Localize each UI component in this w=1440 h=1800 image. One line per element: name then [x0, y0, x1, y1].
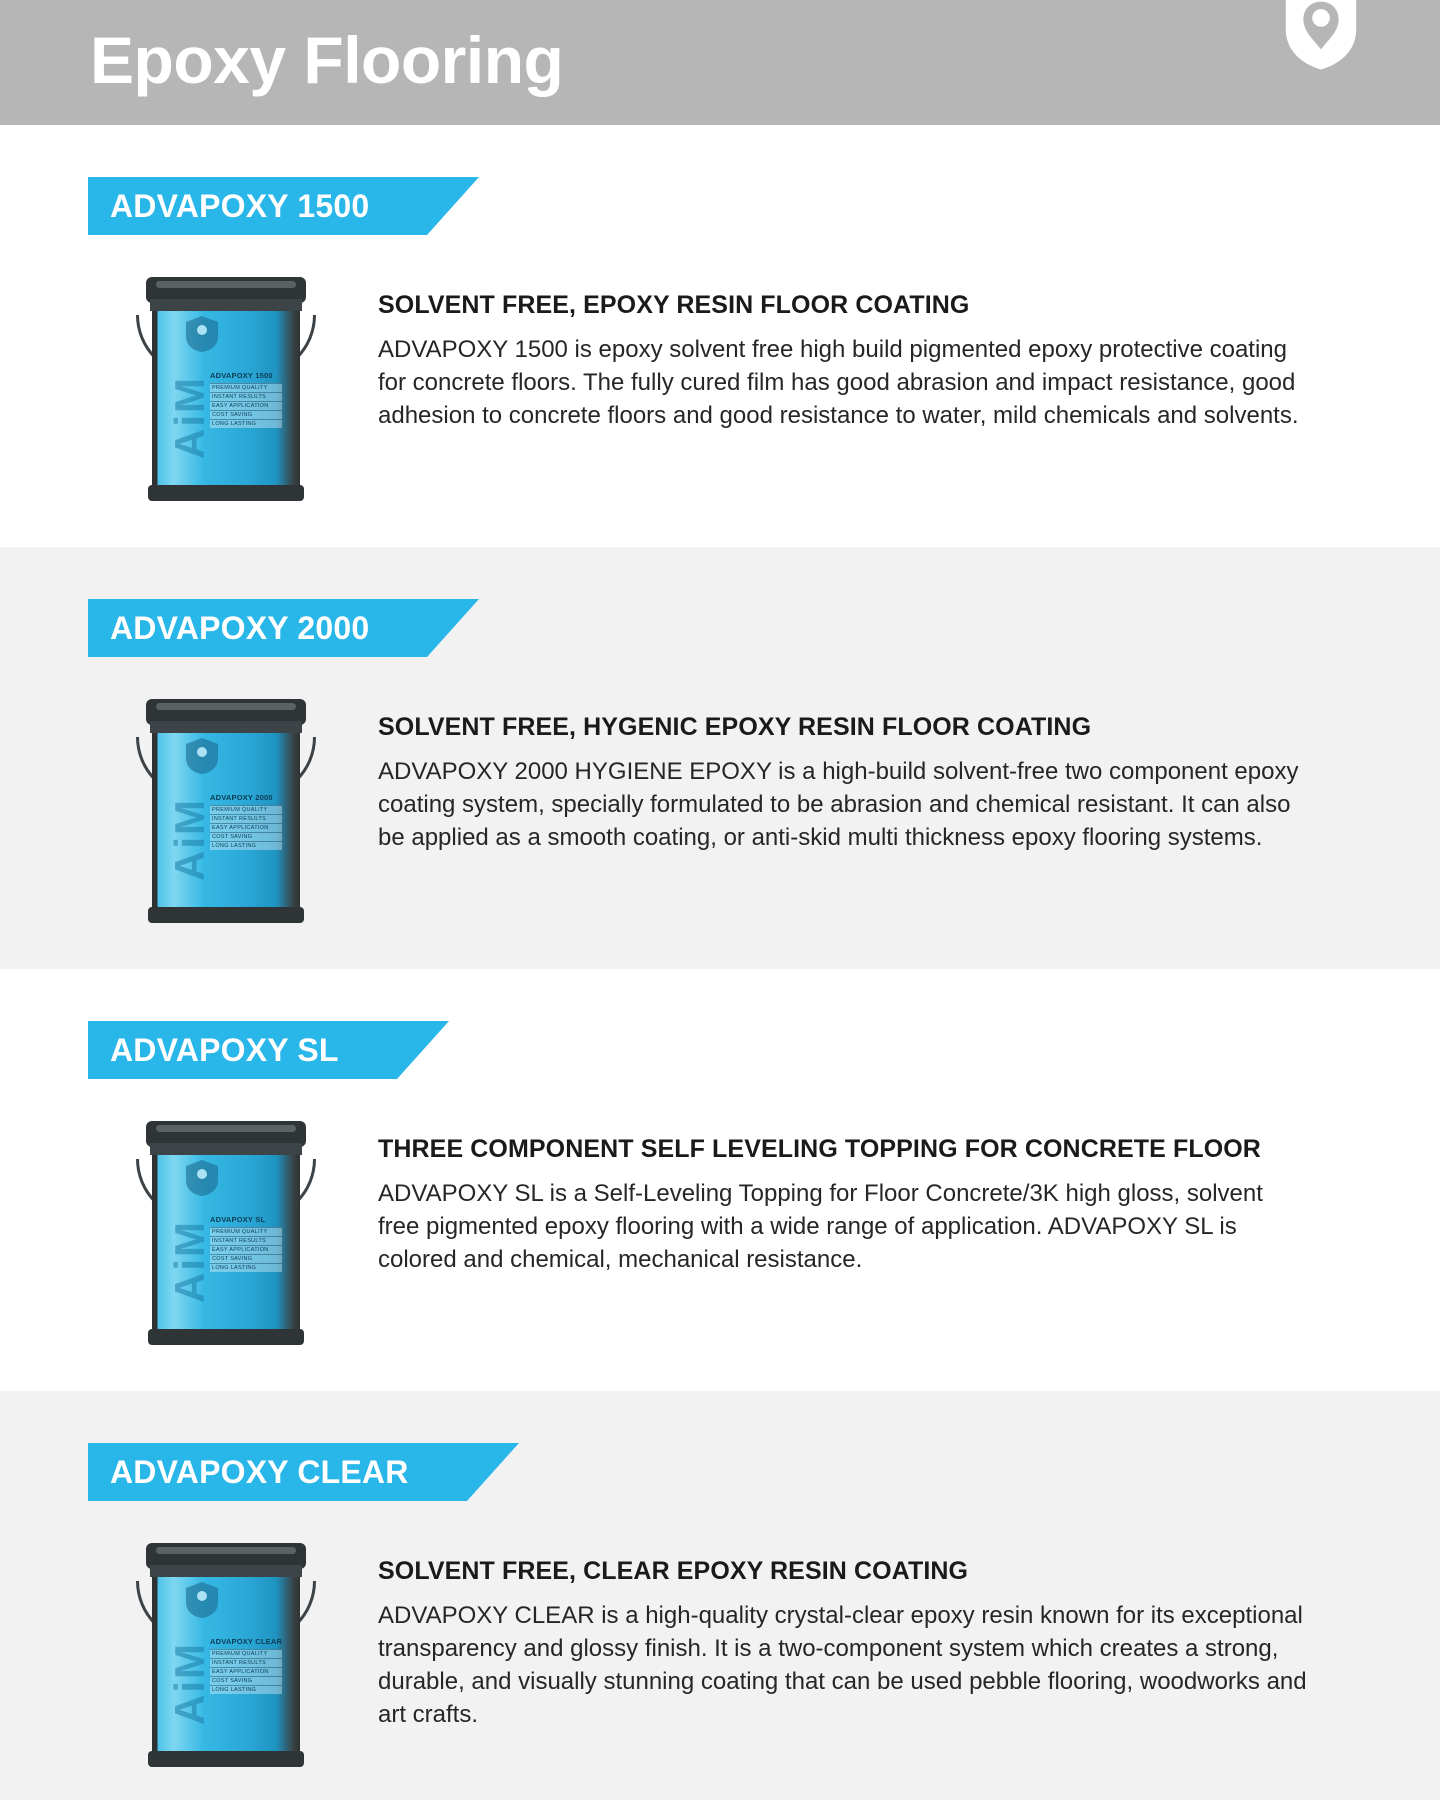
bucket-label-block	[210, 371, 282, 428]
product-row	[0, 235, 1440, 547]
tag-wrap	[0, 125, 1440, 235]
product-description: ADVAPOXY 2000 HYGIENE EPOXY is a high-build solvent-free two component epoxy coating system, specially formulated to be abrasion and chemical resistant. It can also be applied as a smooth coating, or anti-skid multi thickness epoxy flooring systems.	[378, 758, 1299, 852]
bucket-label-line: LONG LASTING	[210, 1263, 282, 1272]
product-subtitle: THREE COMPONENT SELF LEVELING TOPPING FOR CONCRETE FLOOR	[378, 1135, 1261, 1163]
product-description: ADVAPOXY CLEAR is a high-quality crystal-clear epoxy resin known for its exceptional transparency and glossy finish. It is a two-component system which creates a strong, durable, and visually stunning coating that can be used pebble flooring, woodworks and art crafts.	[378, 1602, 1307, 1729]
bucket-label-line: PREMIUM QUALITY	[210, 1649, 282, 1658]
bucket-label-line: PREMIUM QUALITY	[210, 383, 282, 392]
bucket-shield-icon	[184, 737, 220, 775]
product-text-cell	[350, 1531, 1380, 1731]
product-section-advapoxy-2000	[0, 547, 1440, 969]
product-image-cell	[100, 687, 350, 923]
product-description: ADVAPOXY SL is a Self-Leveling Topping for Floor Concrete/3K high gloss, solvent free pigmented epoxy flooring with a wide range of application. ADVAPOXY SL is colored and chemical, mechanical resistance.	[378, 1180, 1263, 1274]
bucket-label-line: EASY APPLICATION	[210, 1245, 282, 1254]
bucket-lid-band	[150, 1143, 302, 1155]
bucket-lid-band	[150, 721, 302, 733]
bucket-label-line: EASY APPLICATION	[210, 823, 282, 832]
product-image-cell	[100, 1531, 350, 1767]
product-tag	[88, 177, 427, 235]
bucket-label-line: COST SAVING	[210, 832, 282, 841]
bucket-label-line: PREMIUM QUALITY	[210, 805, 282, 814]
bucket-label-line: PREMIUM QUALITY	[210, 1227, 282, 1236]
paint-bucket-icon	[130, 1537, 320, 1767]
product-text-cell	[350, 265, 1380, 432]
paint-bucket-icon	[130, 693, 320, 923]
bucket-label-line: INSTANT RESULTS	[210, 814, 282, 823]
page-title: Epoxy Flooring	[90, 22, 564, 97]
product-row	[0, 657, 1440, 969]
bucket-label-line: EASY APPLICATION	[210, 1667, 282, 1676]
product-image-cell	[100, 265, 350, 501]
product-row	[0, 1079, 1440, 1391]
bucket-lid-highlight	[156, 1125, 296, 1132]
aim-shield-logo-icon	[1280, 0, 1362, 72]
product-text-cell	[350, 1109, 1380, 1276]
bucket-lid-highlight	[156, 703, 296, 710]
paint-bucket-icon	[130, 271, 320, 501]
bucket-label-title: ADVAPOXY CLEAR	[210, 1637, 283, 1646]
product-tag-label: ADVAPOXY 2000	[110, 609, 370, 646]
bucket-label-block	[210, 793, 282, 850]
bucket-lid-band	[150, 1565, 302, 1577]
bucket-label-line: LONG LASTING	[210, 419, 282, 428]
product-image-cell	[100, 1109, 350, 1345]
tag-wrap	[0, 969, 1440, 1079]
bucket-shield-icon	[184, 315, 220, 353]
bucket-lid-highlight	[156, 281, 296, 288]
bucket-label-line: COST SAVING	[210, 410, 282, 419]
product-subtitle: SOLVENT FREE, EPOXY RESIN FLOOR COATING	[378, 291, 970, 319]
product-tag	[88, 599, 427, 657]
bucket-label-title: ADVAPOXY SL	[210, 1215, 266, 1224]
bucket-label-line: EASY APPLICATION	[210, 401, 282, 410]
bucket-label-title: ADVAPOXY 2000	[210, 793, 273, 802]
product-section-advapoxy-clear	[0, 1391, 1440, 1800]
product-tag-label: ADVAPOXY SL	[110, 1031, 339, 1068]
product-tag-label: ADVAPOXY 1500	[110, 187, 370, 224]
bucket-base	[148, 907, 304, 923]
bucket-label-line: LONG LASTING	[210, 841, 282, 850]
product-row	[0, 1501, 1440, 1800]
product-section-advapoxy-sl	[0, 969, 1440, 1391]
bucket-brand-text: AiM	[166, 798, 213, 882]
paint-bucket-icon	[130, 1115, 320, 1345]
bucket-label-line: COST SAVING	[210, 1254, 282, 1263]
bucket-base	[148, 1751, 304, 1767]
product-text-cell	[350, 687, 1380, 854]
bucket-brand-text: AiM	[166, 1642, 213, 1726]
bucket-label-line: INSTANT RESULTS	[210, 1658, 282, 1667]
bucket-brand-text: AiM	[166, 376, 213, 460]
bucket-shield-icon	[184, 1159, 220, 1197]
product-section-advapoxy-1500	[0, 125, 1440, 547]
bucket-label-line: LONG LASTING	[210, 1685, 282, 1694]
page-header	[0, 0, 1440, 125]
product-tag-label: ADVAPOXY CLEAR	[110, 1453, 409, 1490]
bucket-label-line: INSTANT RESULTS	[210, 392, 282, 401]
bucket-lid-band	[150, 299, 302, 311]
bucket-base	[148, 1329, 304, 1345]
product-subtitle: SOLVENT FREE, HYGENIC EPOXY RESIN FLOOR COATING	[378, 713, 1092, 741]
tag-wrap	[0, 1391, 1440, 1501]
bucket-label-line: INSTANT RESULTS	[210, 1236, 282, 1245]
bucket-base	[148, 485, 304, 501]
product-description: ADVAPOXY 1500 is epoxy solvent free high build pigmented epoxy protective coating for concrete floors. The fully cured film has good abrasion and impact resistance, good adhesion to concrete floors and good resistance to water, mild chemicals and solvents.	[378, 336, 1299, 430]
bucket-lid-highlight	[156, 1547, 296, 1554]
bucket-brand-text: AiM	[166, 1220, 213, 1304]
bucket-label-block	[210, 1637, 282, 1694]
product-tag	[88, 1021, 397, 1079]
product-tag	[88, 1443, 467, 1501]
bucket-shield-icon	[184, 1581, 220, 1619]
bucket-label-title: ADVAPOXY 1500	[210, 371, 273, 380]
bucket-label-line: COST SAVING	[210, 1676, 282, 1685]
product-subtitle: SOLVENT FREE, CLEAR EPOXY RESIN COATING	[378, 1557, 969, 1585]
bucket-label-block	[210, 1215, 282, 1272]
tag-wrap	[0, 547, 1440, 657]
